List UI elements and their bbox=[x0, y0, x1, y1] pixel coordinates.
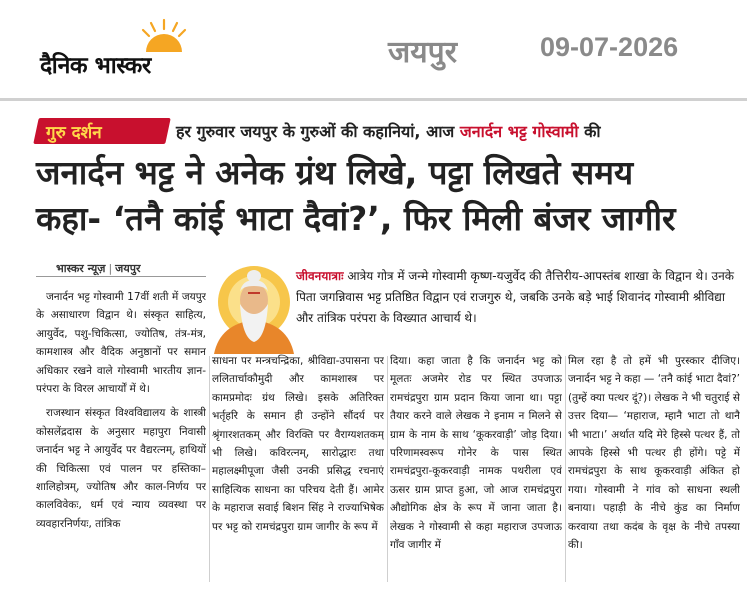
kicker-name: जनार्दन भट्ट गोस्वामी bbox=[459, 122, 579, 141]
headline-line-2: कहा- ‘तनै कांई भाटा दैवां?’, फिर मिली बंजर जागीर bbox=[36, 199, 676, 238]
edition-date: 09-07-2026 bbox=[540, 32, 679, 62]
logo-text: दैनिक भास्कर bbox=[40, 53, 151, 79]
column-divider bbox=[209, 356, 210, 582]
article-paragraph: साधना पर मन्त्रचन्द्रिका, श्रीविद्या-उपासना पर ललितार्चाकौमुदी और कामशास्त्र पर कामप्रमोदः ग्रंथ लिखे। इसके अतिरिक्त भर्तृहरि के समान ही उन्होंने सौंदर्य पर श्रृंगारशतकम् और विरक्ति पर वैराग्यशतकम् भी लिखे। कविरत्नम्, सारोद्धारः तथा महालक्ष्मीपूजा जैसी उनकी प्रसिद्ध रचनाएं साहित्यिक साधना का परिचय देती हैं। आमेर के महाराज सवाई बिशन सिंह ने राज्याभिषेक पर भट्ट को रामचंद्रपुरा ग्राम जागीर के रूप में bbox=[212, 355, 384, 533]
headline bbox=[36, 150, 741, 242]
article-column-2 bbox=[212, 352, 384, 588]
byline-rule bbox=[36, 276, 206, 277]
edition-city: जयपुर bbox=[388, 35, 457, 70]
column-divider bbox=[565, 356, 566, 582]
article-column-4 bbox=[568, 352, 740, 588]
kicker bbox=[176, 120, 601, 142]
section-bar bbox=[36, 118, 741, 146]
jeevanyatra-label: जीवनयात्राः bbox=[296, 269, 344, 283]
article-paragraph: जनार्दन भट्ट गोस्वामी 17वीं शती में जयपुर के असाधारण विद्वान थे। संस्कृत साहित्य, आयुर्वेद, पशु-चिकित्सा, ज्योतिष, तंत्र-मंत्र, कामशास्त्र और वैदिक अनुष्ठानों पर समान अधिकार रखने वाले गोस्वामी भारतीय ज्ञान-परंपरा के विरल आचार्यों में थे। bbox=[36, 291, 206, 396]
masthead bbox=[0, 0, 747, 98]
headline-line-1: जनार्दन भट्ट ने अनेक ग्रंथ लिखे, पट्टा लिखते समय bbox=[36, 153, 634, 192]
byline-source: भास्कर न्यूज़ bbox=[56, 262, 106, 275]
jeevanyatra-box bbox=[296, 266, 736, 350]
sage-portrait-illustration bbox=[212, 262, 296, 354]
kicker-prefix: हर गुरुवार जयपुर के गुरुओं की कहानियां, आज bbox=[176, 122, 455, 141]
column-divider bbox=[387, 356, 388, 582]
article-paragraph: राजस्थान संस्कृत विश्वविद्यालय के शास्त्री कोसलेंद्रदास के अनुसार महापुरा निवासी जनार्दन भट्ट ने आयुर्वेद पर वैद्यरत्नम्, हाथियों की चिकित्सा एवं पालन पर हस्तिका–शालिहोत्रम्, ज्योतिष और काल-निर्णय पर कालविवेकः, धर्म एवं न्याय व्यवस्था पर व्यवहारनिर्णयः, तांत्रिक bbox=[36, 407, 206, 530]
article-column-1 bbox=[36, 288, 206, 588]
jeevanyatra-text: आत्रेय गोत्र में जन्मे गोस्वामी कृष्ण-यजुर्वेद की तैत्तिरीय-आपस्तंब शाखा के विद्वान थे। उनके पिता जगन्निवास भट्ट प्रतिष्ठित विद्वान एवं राजगुरु थे, जबकि उनके बड़े भाई शिवानंद गोस्वामी श्रीविद्या और तांत्रिक परंपरा के विख्यात आचार्य थे। bbox=[296, 269, 735, 325]
article-paragraph: दिया। कहा जाता है कि जनार्दन भट्ट को मूलतः अजमेर रोड पर स्थित उपजाऊ रामचंद्रपुरा ग्राम प्रदान किया जाना था। पट्टा तैयार करने वाले लेखक ने इनाम न मिलने से ग्राम के नाम के साथ ‘कूकरवाड़ी’ जोड़ दिया। परिणामस्वरूप गोनेर के पास स्थित रामचंद्रपुरा-कूकरवाड़ी नामक पथरीला एवं ऊसर ग्राम प्राप्त हुआ, जो आज रामचंद्रपुरा औद्योगिक क्षेत्र के रूप में जाना जाता है। लेखक ने गोस्वामी से कहा महाराज उपजाऊ गाँव जागीर में bbox=[390, 355, 562, 552]
kicker-suffix: की bbox=[584, 122, 601, 141]
byline-place: जयपुर bbox=[115, 262, 141, 275]
byline: भास्कर न्यूज़ | जयपुर bbox=[56, 262, 141, 275]
dainik-bhaskar-logo bbox=[40, 18, 240, 78]
section-tag: गुरु दर्शन bbox=[46, 123, 102, 143]
article-paragraph: मिल रहा है तो हमें भी पुरस्कार दीजिए। जनार्दन भट्ट ने कहा — ‘तनै कांई भाटा दैवां?’ (तुम्हें क्या पत्थर दूं?)। लेखक ने भी चतुराई से उत्तर दिया— ‘महाराज, म्हानै भाटा तो थानै भी भाटा।’ अर्थात यदि मेरे हिस्से पत्थर हैं, तो आपके हिस्से भी पत्थर ही होंगे। पट्टे में रामचंद्रपुरा के साथ कूकरवाड़ी अंकित हो गया। गोस्वामी ने गांव को साधना स्थली बनाया। पहाड़ी के नीचे कुंड का निर्माण करवाया तथा कदंब के वृक्ष के नीचे तपस्या की। bbox=[568, 355, 740, 552]
masthead-divider bbox=[0, 98, 747, 101]
article-column-3 bbox=[390, 352, 562, 588]
